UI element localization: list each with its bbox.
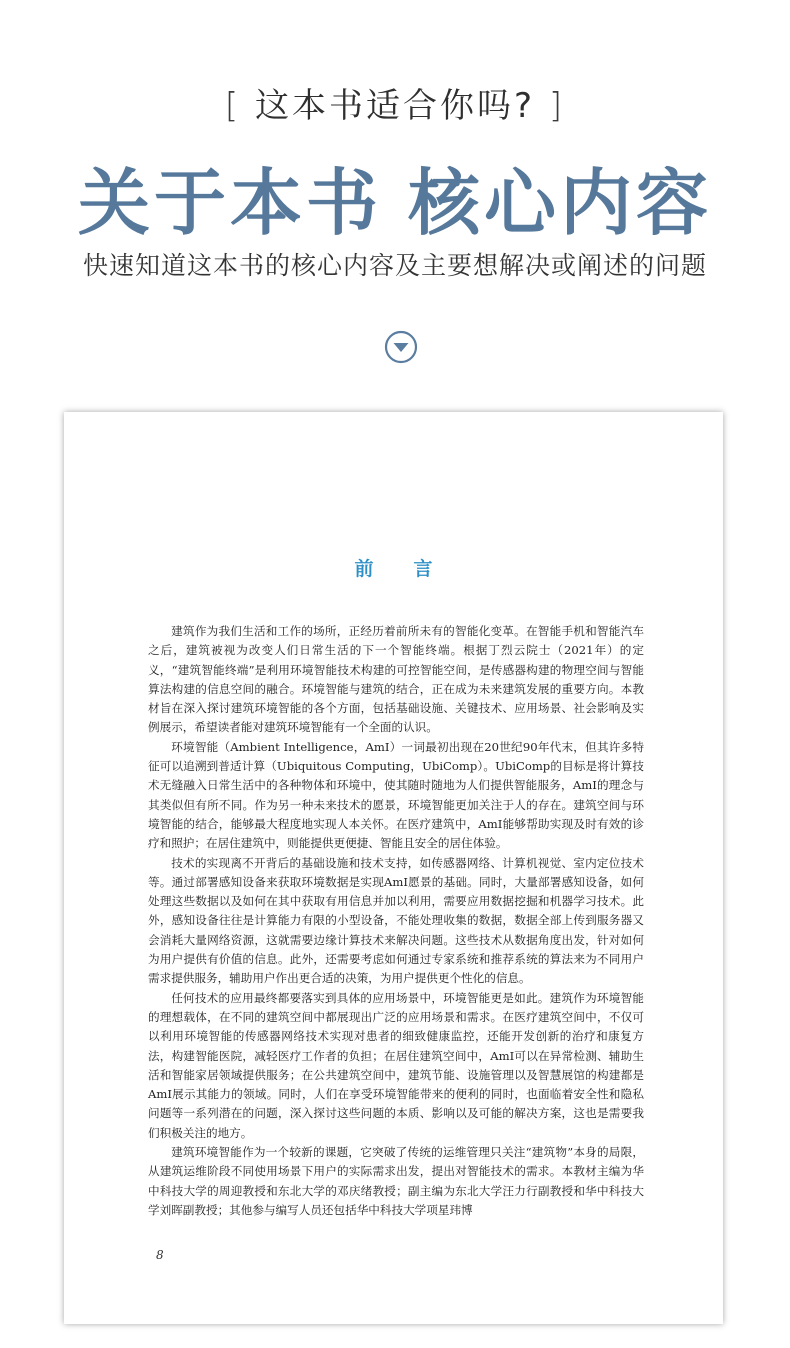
bracket-left: [ bbox=[224, 86, 242, 126]
bracket-right: ] bbox=[548, 86, 566, 126]
subtitle: 快速知道这本书的核心内容及主要想解决或阐述的问题 bbox=[82, 251, 707, 280]
title-part-1: 关于本书 bbox=[77, 160, 382, 245]
page-heading: 前言 bbox=[354, 558, 473, 580]
title-part-2: 核心内容 bbox=[408, 160, 713, 245]
book-page bbox=[64, 412, 723, 1324]
paragraph: 建筑作为我们生活和工作的场所，正经历着前所未有的智能化变革。在智能手机和智能汽车之后，建筑被视为改变人们日常生活的下一个智能终端。根据丁烈云院士（2021年）的定义，“建筑智能终端”是利用环境智能技术构建的可控智能空间，是传感器构建的物理空间与智能算法构建的信息空间的融合。环境智能与建筑的结合，正在成为未来建筑发展的重要方向。本教材旨在深入探讨建筑环境智能的各个方面，包括基础设施、关键技术、应用场景、社会影响及实例展示，希望读者能对建筑环境智能有一个全面的认识。 bbox=[148, 624, 644, 735]
page-body bbox=[148, 622, 644, 1220]
paragraph: 环境智能（Ambient Intelligence，AmI）一词最初出现在20世纪90年代末，但其许多特征可以追溯到普适计算（Ubiquitous Computing，UbiComp）。UbiComp的目标是将计算技术无缝融入日常生活中的各种物体和环境中，使其随时随地为人们提供智能服务，AmI的理念与其类似但有所不同。作为另一种未来技术的愿景，环境智能更加关注于人的存在。建筑空间与环境智能的结合，能够最大程度地实现人本关怀。在医疗建筑中，AmI能够帮助实现及时有效的诊疗和照护；在居住建筑中，则能提供更便捷、智能且安全的居住体验。 bbox=[148, 739, 644, 851]
tagline bbox=[0, 78, 790, 127]
paragraph: 建筑环境智能作为一个较新的课题，它突破了传统的运维管理只关注“建筑物”本身的局限，从建筑运维阶段不同使用场景下用户的实际需求出发，提出对智能技术的需求。本教材主编为华中科技大学的周迎教授和东北大学的邓庆绪教授；副主编为东北大学汪力行副教授和华中科技大学刘晖副教授；其他参与编写人员还包括华中科技大学项星玮博 bbox=[148, 1145, 644, 1217]
tagline-text: 这本书适合你吗? bbox=[254, 86, 536, 126]
page-number: 8 bbox=[156, 1248, 164, 1262]
page-title bbox=[0, 145, 790, 249]
paragraph: 任何技术的应用最终都要落实到具体的应用场景中，环境智能更是如此。建筑作为环境智能的理想载体，在不同的建筑空间中都展现出广泛的应用场景和需求。在医疗建筑空间中，不仅可以利用环境智能的传感器网络技术实现对患者的细致健康监控，还能开发创新的治疗和康复方法，构建智能医院，减轻医疗工作者的负担；在居住建筑空间中，AmI可以在异常检测、辅助生活和智能家居领域提供服务；在公共建筑空间中，建筑节能、设施管理以及智慧展馆的构建都是AmI展示其能力的领域。同时，人们在享受环境智能带来的便利的同时，也面临着安全性和隐私问题等一系列潜在的问题，深入探讨这些问题的本质、影响以及可能的解决方案，这也是需要我们积极关注的地方。 bbox=[148, 990, 644, 1140]
paragraph: 技术的实现离不开背后的基础设施和技术支持，如传感器网络、计算机视觉、室内定位技术等。通过部署感知设备来获取环境数据是实现AmI愿景的基础。同时，大量部署感知设备，如何处理这些数据以及如何在其中获取有用信息并加以利用，需要应用数据挖掘和机器学习技术。此外，感知设备往往是计算能力有限的小型设备，不能处理收集的数据，数据全部上传到服务器又会消耗大量网络资源，这就需要边缘计算技术来解决问题。这些技术从数据角度出发，针对如何为用户提供有价值的信息。此外，还需要考虑如何通过专家系统和推荐系统的算法来为不同用户需求提供服务，辅助用户作出更合适的决策，为用户提供更个性化的信息。 bbox=[148, 855, 644, 986]
chevron-down-circle-icon bbox=[384, 330, 418, 364]
